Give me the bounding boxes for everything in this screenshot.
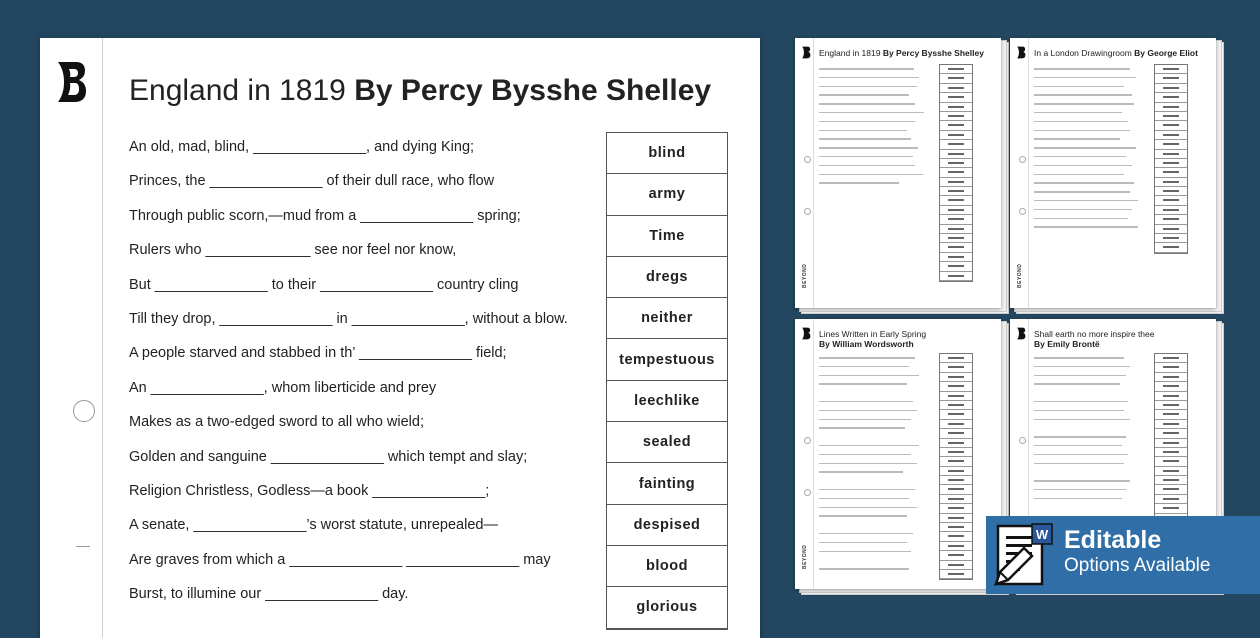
poem-line: Till they drop, ______________ in ______________, without a blow. [129,310,568,327]
preview-word-bank [939,64,973,282]
badge-subtitle: Options Available [1064,555,1211,576]
preview-title-author: By William Wordsworth [819,339,914,349]
poem-line: Religion Christless, Godless—a book ______________; [129,482,490,499]
brand-logo-icon [1016,46,1026,59]
preview-card-1[interactable] [795,38,1001,308]
preview-margin [1028,38,1029,308]
preview-card-3[interactable] [795,319,1001,589]
brand-logo-icon [801,327,811,340]
word-bank-item: fainting [607,463,727,504]
preview-title [819,329,926,349]
word-bank-item: despised [607,505,727,546]
preview-word-bank [1154,64,1188,254]
badge-title: Editable [1064,526,1162,554]
worksheet-page [40,38,760,638]
word-bank-item: army [607,174,727,215]
poem-lines [129,130,568,611]
preview-hole [804,156,811,163]
preview-word-bank [939,353,973,580]
word-bank-item: blood [607,546,727,587]
poem-line: Golden and sanguine ______________ which tempt and slay; [129,448,528,465]
preview-card-2[interactable] [1010,38,1216,308]
brand-logo-icon [54,60,88,104]
badge-text [1064,526,1210,578]
preview-margin [813,38,814,308]
preview-hole [804,208,811,215]
word-bank-item: neither [607,298,727,339]
poem-line: An ______________, whom liberticide and prey [129,379,437,396]
word-bank-item: blind [607,133,727,174]
preview-hole [804,437,811,444]
preview-title-author: By Percy Bysshe Shelley [882,48,984,58]
poem-line: Rulers who _____________ see nor feel nor know, [129,242,457,259]
poem-line: But ______________ to their ______________ country cling [129,276,519,293]
svg-text:W: W [1035,527,1049,542]
fold-mark [76,546,90,547]
poem-line: A people starved and stabbed in th’ ______________ field; [129,345,507,362]
preview-hole [1019,208,1026,215]
preview-margin [813,319,814,589]
word-bank-item: tempestuous [607,339,727,380]
preview-brand: BEYOND [802,544,808,569]
preview-hole [1019,437,1026,444]
preview-title-author: By Emily Brontë [1034,339,1100,349]
brand-logo-icon [801,46,811,59]
poem-line: An old, mad, blind, ______________, and dying King; [129,139,475,155]
poem-line: Burst, to illumine our ______________ day. [129,586,409,603]
word-bank-item: Time [607,216,727,257]
title-text: England in 1819 [129,74,355,107]
preview-brand: BEYOND [1017,263,1023,288]
margin-line [102,38,103,638]
word-bank-item: sealed [607,422,727,463]
poem-line: A senate, ______________’s worst statute, unrepealed— [129,517,498,534]
preview-title [1034,48,1198,58]
preview-brand: BEYOND [802,263,808,288]
preview-title-author: By George Eliot [1134,48,1198,58]
word-bank [606,132,728,630]
preview-hole [804,489,811,496]
poem-line: Princes, the ______________ of their dull race, who flow [129,173,495,190]
preview-title-text: England in 1819 [819,48,883,58]
punch-hole [73,400,95,422]
word-bank-item: glorious [607,587,727,628]
poem-line: Through public scorn,—mud from a ______________ spring; [129,207,521,224]
preview-title [1034,329,1155,349]
title-author: By Percy Bysshe Shelley [354,74,712,107]
worksheet-title [129,74,711,108]
word-bank-item: leechlike [607,381,727,422]
poem-line: Makes as a two-edged sword to all who wield; [129,414,424,431]
preview-title-text: Lines Written in Early Spring [819,329,927,339]
preview-word-bank [1154,353,1188,524]
preview-hole [1019,156,1026,163]
word-bank-item: dregs [607,257,727,298]
word-document-edit-icon [992,522,1058,590]
preview-title-text: Shall earth no more inspire thee [1034,329,1155,339]
preview-title [819,48,984,58]
editable-options-badge[interactable] [986,516,1260,594]
brand-logo-icon [1016,327,1026,340]
poem-line: Are graves from which a ______________ ______________ may [129,551,551,568]
preview-title-text: In a London Drawingroom [1034,48,1135,58]
